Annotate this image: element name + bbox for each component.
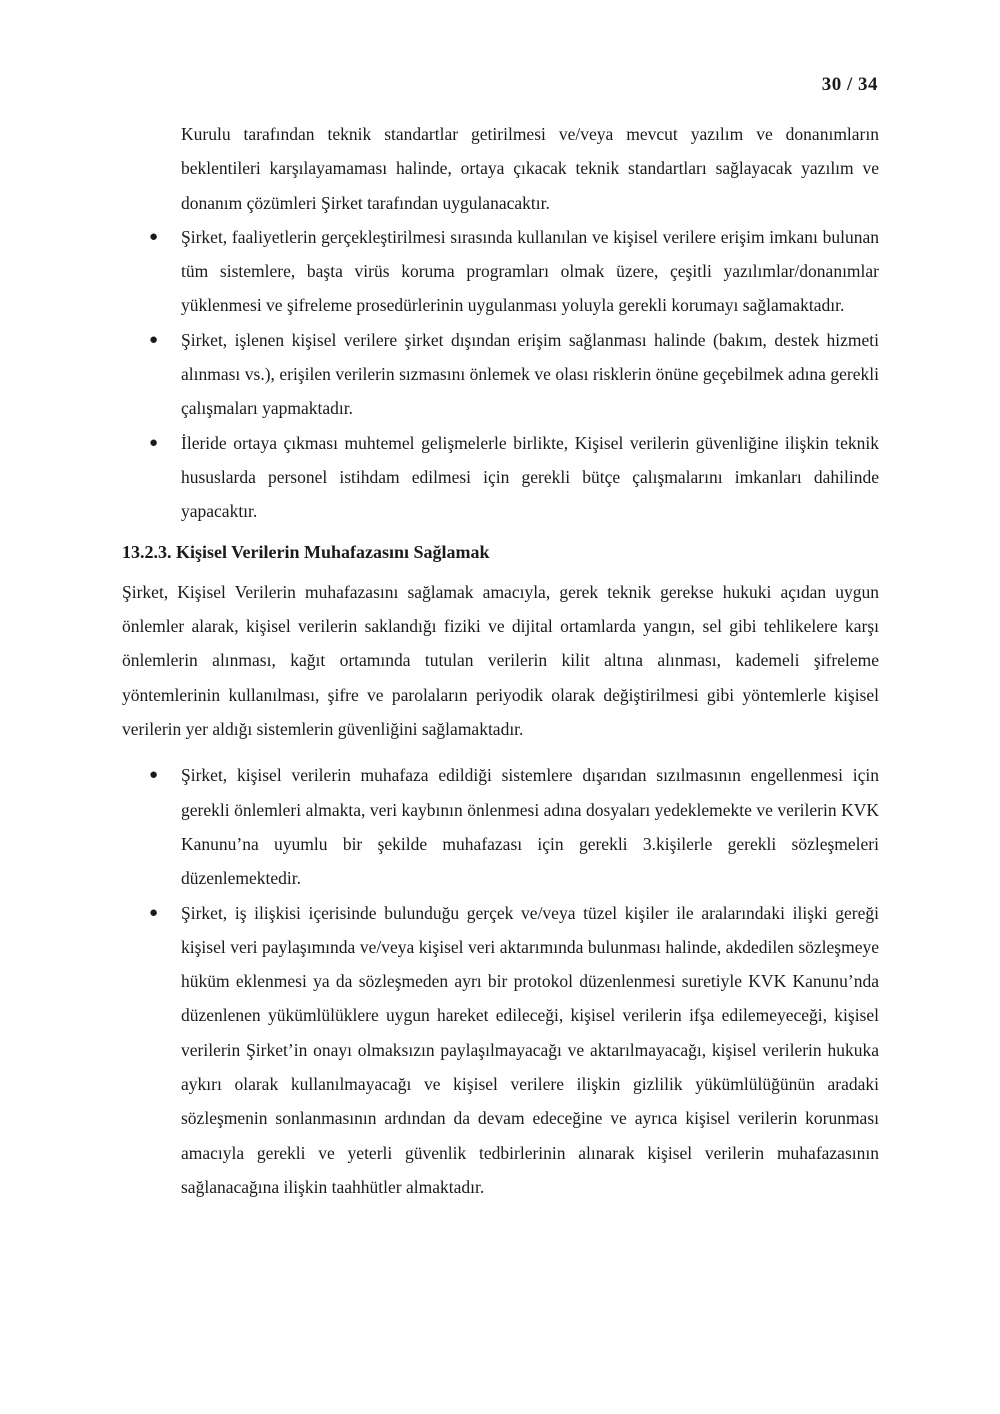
list-item xyxy=(122,896,879,1205)
document-body xyxy=(122,117,879,1204)
bullet-list-security xyxy=(122,220,879,529)
list-item xyxy=(122,220,879,323)
list-item-text: İleride ortaya çıkması muhtemel gelişmelerle birlikte, Kişisel verilerin güvenliğine ilişkin teknik hususlarda personel istihdam edilmesi için gerekli bütçe çalışmalarını imkanları dahilinde yapacaktır. xyxy=(181,432,879,522)
section-paragraph: Şirket, Kişisel Verilerin muhafazasını sağlamak amacıyla, gerek teknik gerekse hukuki açıdan uygun önlemler alarak, kişisel verilerin saklandığı fiziki ve dijital ortamlarda yangın, sel gibi tehlikelere karşı önlemlerin alınması, kağıt ortamında tutulan verilerin kilit altına alınması, kademeli şifreleme yöntemlerinin kullanılması, şifre ve parolaların periyodik olarak değiştirilmesi gibi yöntemlerle kişisel verilerin yer aldığı sistemlerin güvenliğini sağlamaktadır. xyxy=(122,581,879,740)
bullet-icon: ● xyxy=(149,904,159,921)
list-item xyxy=(122,323,879,426)
list-item-text: Şirket, iş ilişkisi içerisinde bulunduğu gerçek ve/veya tüzel kişiler ile aralarındaki ilişki gereği kişisel veri paylaşımında ve/veya kişisel veri aktarımında bulunması halinde, akdedilen sözleşmeye hüküm eklenmesi ya da sözleşmeden ayrı bir protokol düzenlenmesi suretiyle KVK Kanunu’nda düzenlenen yükümlülüklere uygun hareket edileceği, kişisel verilerin ifşa edilemeyeceği, kişisel verilerin Şirket’in onayı olmaksızın paylaşılmayacağı ve aktarılmayacağı, kişisel verilerin hukuka aykırı olarak kullanılmayacağı ve kişisel verilere ilişkin gizlilik yükümlülüğünün aradaki sözleşmenin sonlanmasının ardından da devam edeceğine ve ayrıca kişisel verilerin korunması amacıyla gerekli ve yeterli güvenlik tedbirlerinin alınarak kişisel verilerin muhafazasının sağlanacağına ilişkin taahhütler almaktadır. xyxy=(181,902,879,1197)
bullet-icon: ● xyxy=(149,434,159,451)
continuation-paragraph: Kurulu tarafından teknik standartlar getirilmesi ve/veya mevcut yazılım ve donanımların beklentileri karşılayamaması halinde, ortaya çıkacak teknik standartları sağlayacak yazılım ve donanım çözümleri Şirket tarafından uygulanacaktır. xyxy=(181,124,879,213)
list-item xyxy=(122,426,879,529)
bullet-icon: ● xyxy=(149,767,159,784)
list-item-text: Şirket, işlenen kişisel verilere şirket dışından erişim sağlanması halinde (bakım, destek hizmeti alınması vs.), erişilen verilerin sızmasını önlemek ve olası risklerin önüne geçebilmek adına gerekli çalışmaları yapmaktadır. xyxy=(181,329,879,419)
bullet-icon: ● xyxy=(149,331,159,348)
section-heading: 13.2.3. Kişisel Verilerin Muhafazasını Sağlamak xyxy=(122,541,490,562)
bullet-list-preservation xyxy=(122,758,879,1204)
list-item-text: Şirket, faaliyetlerin gerçekleştirilmesi sırasında kullanılan ve kişisel verilere erişim imkanı bulunan tüm sistemlere, başta virüs koruma programları olmak üzere, çeşitli yazılımlar/donanımlar yüklenmesi ve şifreleme prosedürlerinin uygulanması yoluyla gerekli korumayı sağlamaktadır. xyxy=(181,226,879,316)
bullet-icon: ● xyxy=(149,228,159,245)
page-number: 30 / 34 xyxy=(821,74,878,95)
list-item xyxy=(122,758,879,895)
list-item-text: Şirket, kişisel verilerin muhafaza edildiği sistemlere dışarıdan sızılmasının engellenmesi için gerekli önlemleri almakta, veri kaybının önlenmesi adına dosyaları yedeklemekte ve verilerin KVK Kanunu’na uyumlu bir şekilde muhafazası için gerekli 3.kişilerle gerekli sözleşmeleri düzenlemektedir. xyxy=(181,765,879,889)
